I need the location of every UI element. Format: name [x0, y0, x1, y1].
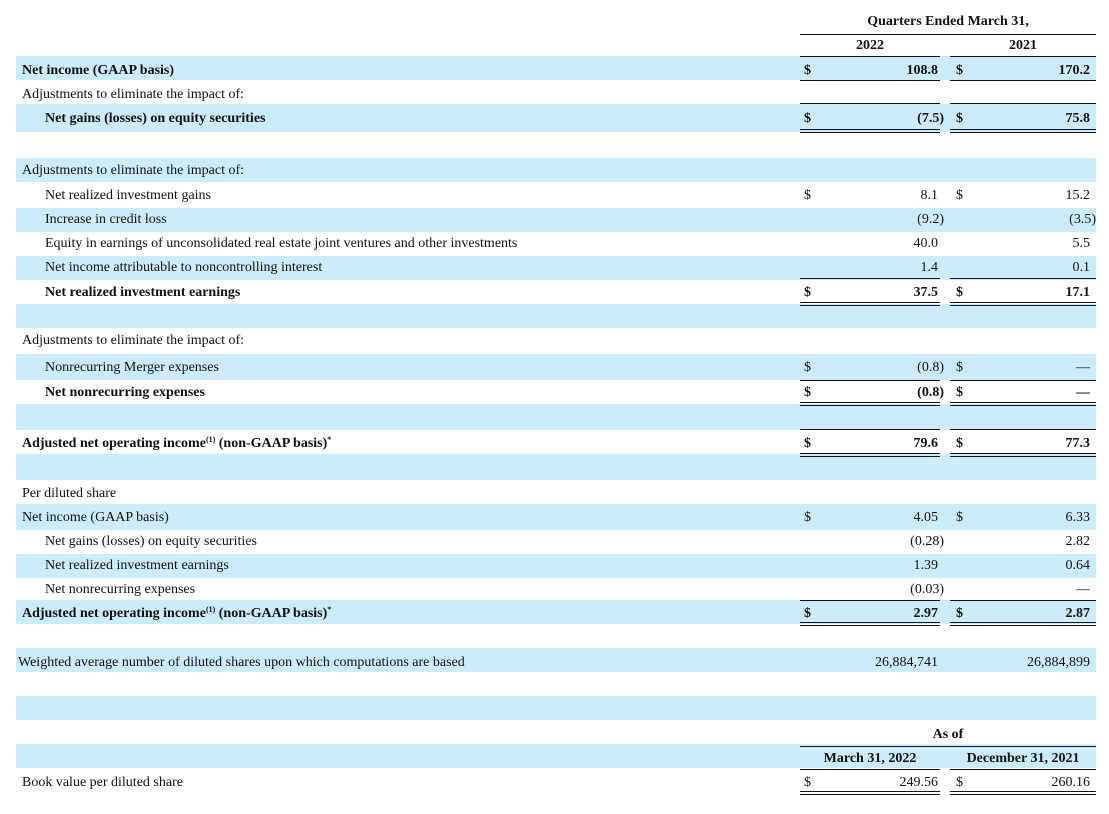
currency-symbol: $: [804, 360, 811, 375]
row-net-nonrecurring-expenses-label: Net nonrecurring expenses: [45, 385, 205, 400]
row-adjustments-label: Adjustments to eliminate the impact of:: [22, 87, 245, 102]
currency-symbol: $: [804, 606, 811, 621]
row-nonrecurring-merger-expenses-label: Nonrecurring Merger expenses: [45, 360, 219, 375]
value-2022: 37.5: [913, 285, 938, 300]
row-adjustments-label: Adjustments to eliminate the impact of:: [22, 333, 245, 348]
value-2022: (7.5): [917, 111, 944, 126]
currency-symbol: $: [804, 63, 811, 78]
currency-symbol: $: [804, 188, 811, 203]
value-2022: 2.97: [913, 606, 938, 621]
value-2022: (0.03): [910, 582, 944, 597]
value-2021: 2.82: [1065, 534, 1090, 549]
row-net-realized-investment-earnings-label: Net realized investment earnings: [45, 285, 241, 300]
value-2021: 26,884,899: [1027, 655, 1090, 670]
value-2022: 1.4: [920, 260, 938, 275]
value-2022: 8.1: [920, 188, 938, 203]
column-header-2021: 2021: [1009, 38, 1037, 53]
currency-symbol: $: [956, 436, 963, 451]
value-2021: 15.2: [1065, 188, 1090, 203]
value-2022: 26,884,741: [875, 655, 938, 670]
currency-symbol: $: [804, 510, 811, 525]
value-2022: (0.8): [917, 360, 944, 375]
column-header-december-2021: December 31, 2021: [966, 751, 1080, 766]
value-2021: 2.87: [1065, 606, 1090, 621]
value-2021: (3.5): [1069, 212, 1096, 227]
currency-symbol: $: [956, 360, 963, 375]
currency-symbol: $: [956, 285, 963, 300]
value-2022: (9.2): [917, 212, 944, 227]
currency-symbol: $: [804, 385, 811, 400]
row-ps-net-realized-investment-earnings-label: Net realized investment earnings: [45, 558, 229, 573]
currency-symbol: $: [956, 63, 963, 78]
value-december-2021: 260.16: [1051, 775, 1090, 790]
row-adjustments-label: Adjustments to eliminate the impact of:: [22, 163, 245, 178]
value-2022: (0.8): [917, 385, 944, 400]
row-noncontrolling-interest-label: Net income attributable to noncontrolling interest: [45, 260, 323, 275]
column-header-march-2022: March 31, 2022: [823, 751, 917, 766]
row-equity-in-earnings-label: Equity in earnings of unconsolidated real estate joint ventures and other investments: [45, 236, 518, 251]
value-march-2022: 249.56: [899, 775, 938, 790]
row-ps-net-nonrecurring-expenses-label: Net nonrecurring expenses: [45, 582, 196, 597]
value-2021: 17.1: [1065, 285, 1090, 300]
value-2022: 79.6: [913, 436, 938, 451]
currency-symbol: $: [804, 111, 811, 126]
row-ps-adjusted-net-operating-income-label: Adjusted net operating income$^{(1)}$ (non-GAAP basis)*: [22, 605, 332, 621]
value-2022: 40.0: [913, 236, 938, 251]
value-2022: 108.8: [906, 63, 938, 78]
currency-symbol: $: [956, 111, 963, 126]
row-weighted-average-shares-label: Weighted average number of diluted shares upon which computations are based: [18, 655, 465, 670]
value-2021: 170.2: [1058, 63, 1090, 78]
value-2021: —: [1076, 385, 1090, 400]
period-title: Quarters Ended March 31,: [867, 14, 1029, 29]
row-net-realized-investment-gains-label: Net realized investment gains: [45, 188, 211, 203]
currency-symbol: $: [956, 385, 963, 400]
value-2022: 4.05: [913, 510, 938, 525]
value-2021: 5.5: [1072, 236, 1090, 251]
value-2021: 6.33: [1065, 510, 1090, 525]
value-2021: —: [1076, 582, 1090, 597]
currency-symbol: $: [956, 188, 963, 203]
value-2021: 0.64: [1065, 558, 1090, 573]
row-book-value-label: Book value per diluted share: [22, 775, 183, 790]
row-ps-net-gains-label: Net gains (losses) on equity securities: [45, 534, 257, 549]
currency-symbol: $: [956, 775, 963, 790]
as-of-title: As of: [932, 727, 964, 742]
value-2021: 0.1: [1072, 260, 1090, 275]
value-2021: —: [1076, 360, 1090, 375]
value-2021: 75.8: [1065, 111, 1090, 126]
value-2021: 77.3: [1065, 436, 1090, 451]
row-adjusted-net-operating-income-label: Adjusted net operating income$^{(1)}$ (non-GAAP basis)*: [22, 435, 332, 451]
row-increase-in-credit-loss-label: Increase in credit loss: [45, 212, 167, 227]
row-net-income-label: Net income (GAAP basis): [22, 63, 175, 78]
column-header-2022: 2022: [856, 38, 884, 53]
row-ps-net-income-label: Net income (GAAP basis): [22, 510, 169, 525]
currency-symbol: $: [956, 510, 963, 525]
currency-symbol: $: [804, 436, 811, 451]
row-per-diluted-share-label: Per diluted share: [22, 486, 117, 501]
value-2022: (0.28): [910, 534, 944, 549]
row-net-gains-label: Net gains (losses) on equity securities: [45, 111, 266, 126]
currency-symbol: $: [804, 775, 811, 790]
value-2022: 1.39: [913, 558, 938, 573]
currency-symbol: $: [956, 606, 963, 621]
currency-symbol: $: [804, 285, 811, 300]
